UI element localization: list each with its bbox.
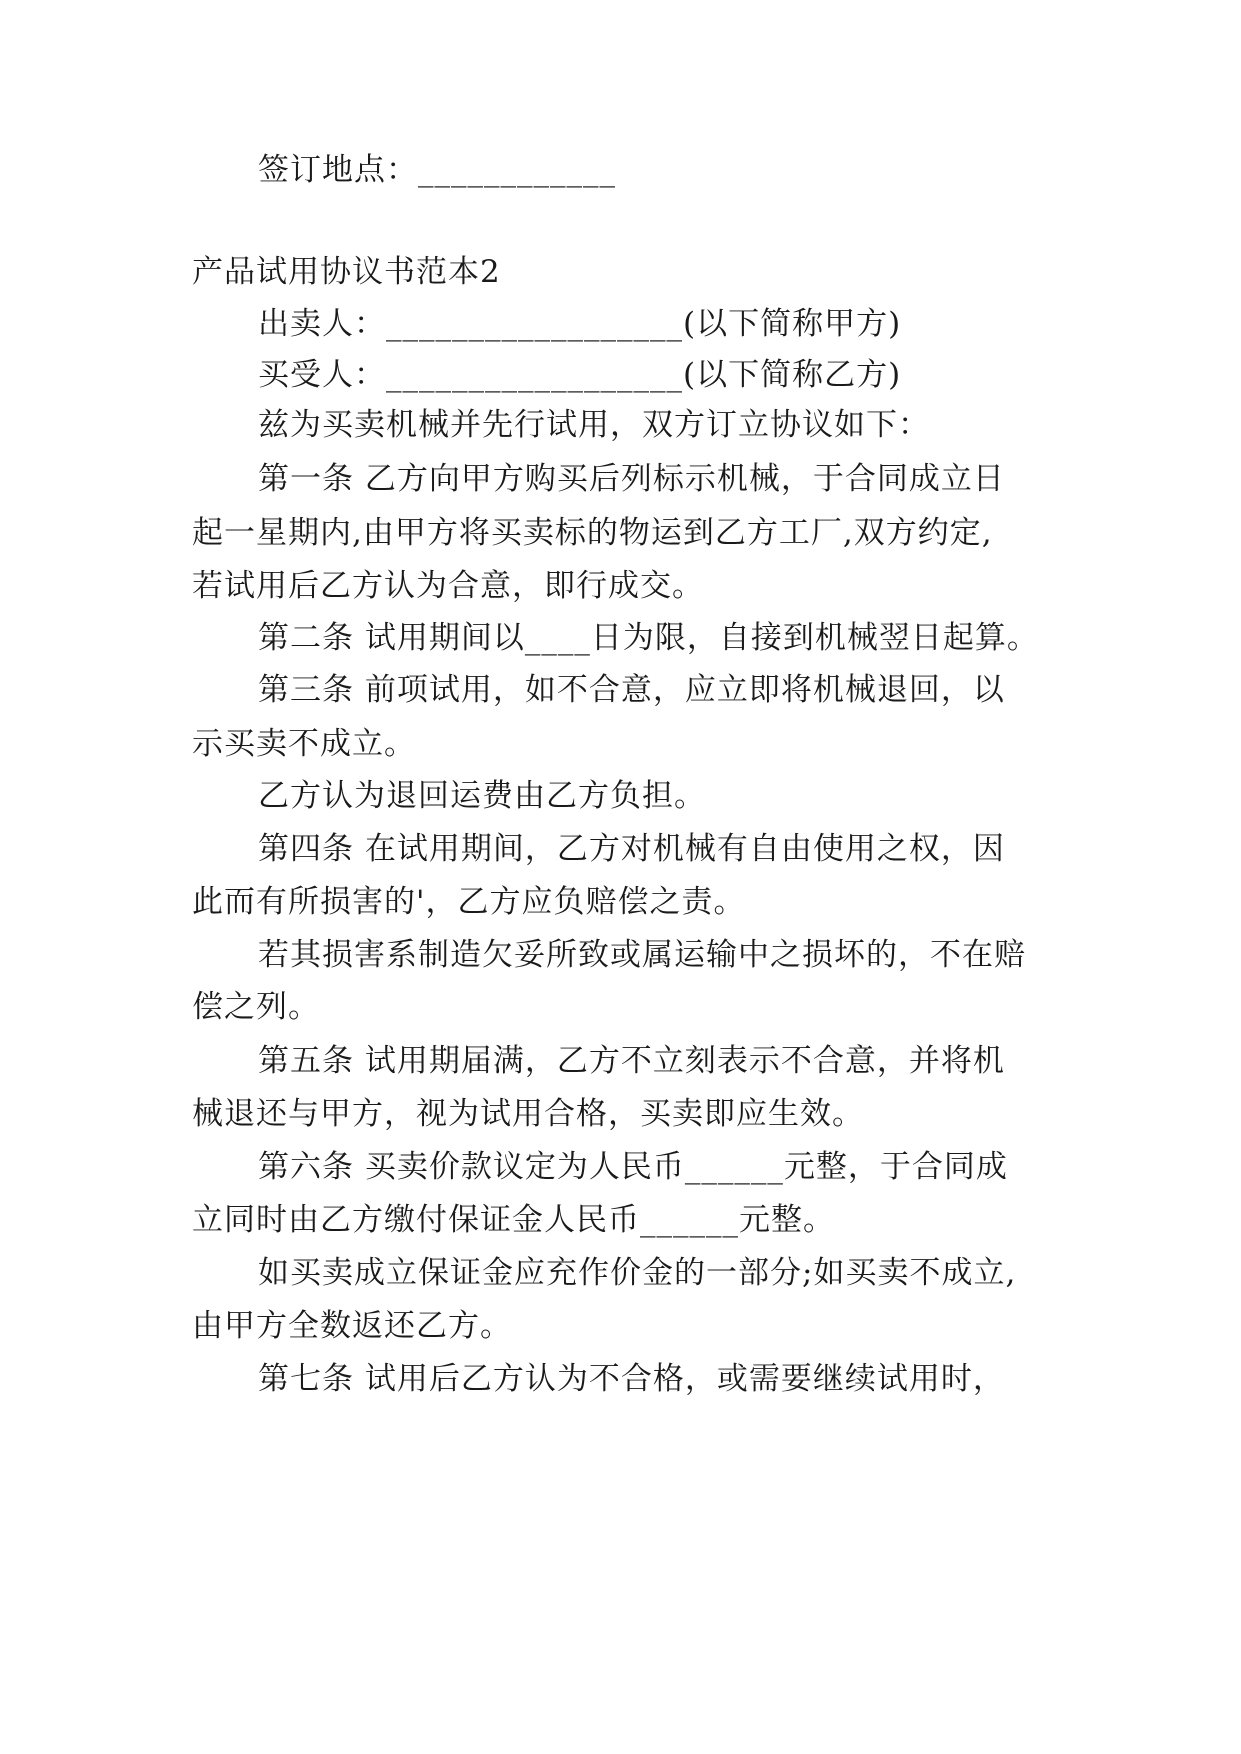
damage-clause-line-2: 偿之列。 [192,989,320,1025]
article-5-line-2: 械退还与甲方，视为试用合格，买卖即应生效。 [192,1096,864,1132]
article-1-line-2: 起一星期内,由甲方将买卖标的物运到乙方工厂,双方约定, [192,515,993,551]
article-4-line-2: 此而有所损害的'，乙方应负赔偿之责。 [192,884,746,920]
return-freight-line: 乙方认为退回运费由乙方负担。 [258,778,706,814]
article-1-line-3: 若试用后乙方认为合意，即行成交。 [192,568,704,604]
article-6-line-2: 立同时由乙方缴付保证金人民币______元整。 [192,1202,835,1238]
article-6-line-1: 第六条 买卖价款议定为人民币______元整，于合同成 [258,1149,1008,1185]
seller-line: 出卖人：__________________(以下简称甲方) [258,306,902,342]
deposit-clause-line-1: 如买卖成立保证金应充作价金的一部分;如买卖不成立, [258,1255,1017,1291]
article-3-line-2: 示买卖不成立。 [192,726,416,762]
buyer-line: 买受人：__________________(以下简称乙方) [258,357,902,393]
article-7-line-1: 第七条 试用后乙方认为不合格，或需要继续试用时， [258,1361,1005,1397]
deposit-clause-line-2: 由甲方全数返还乙方。 [192,1308,512,1344]
damage-clause-line-1: 若其损害系制造欠妥所致或属运输中之损坏的，不在赔 [258,937,1026,973]
preamble-line: 兹为买卖机械并先行试用，双方订立协议如下： [258,407,930,443]
article-3-line-1: 第三条 前项试用，如不合意，应立即将机械退回，以 [258,672,1005,708]
article-2-line: 第二条 试用期间以____日为限，自接到机械翌日起算。 [258,620,1039,656]
article-5-line-1: 第五条 试用期届满，乙方不立刻表示不合意，并将机 [258,1043,1005,1079]
article-1-line-1: 第一条 乙方向甲方购买后列标示机械，于合同成立日 [258,461,1005,497]
section-title: 产品试用协议书范本2 [192,254,501,290]
signing-location-line: 签订地点：____________ [258,152,616,188]
article-4-line-1: 第四条 在试用期间，乙方对机械有自由使用之权，因 [258,831,1005,867]
